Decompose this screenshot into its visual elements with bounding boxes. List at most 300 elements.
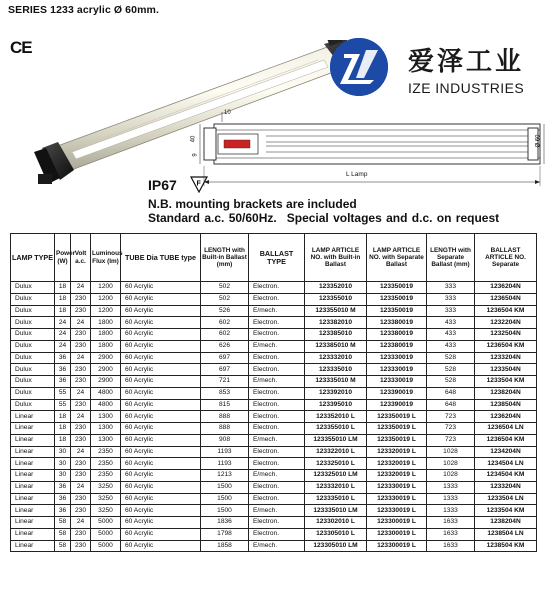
cell-lamp-type: Dulux xyxy=(11,376,55,388)
cell-article-built-in: 123335010 L xyxy=(305,493,367,505)
cell-length-built-in: 1500 xyxy=(201,505,249,517)
cell-volt: 230 xyxy=(71,340,91,352)
table-row xyxy=(11,517,537,529)
cell-volt: 230 xyxy=(71,434,91,446)
table-body xyxy=(11,282,537,552)
cell-article-built-in: 123392010 xyxy=(305,387,367,399)
table-row xyxy=(11,376,537,388)
cell-article-separate: 123330019 L xyxy=(367,481,427,493)
cell-length-built-in: 697 xyxy=(201,364,249,376)
cell-article-built-in: 123305010 L xyxy=(305,528,367,540)
cell-length-built-in: 626 xyxy=(201,340,249,352)
cell-article-built-in: 123305010 LM xyxy=(305,540,367,552)
cell-power: 30 xyxy=(55,446,71,458)
cell-tube-type: 60 Acrylic xyxy=(121,434,201,446)
cell-ballast-type: Electron. xyxy=(249,493,305,505)
cell-luminous-flux: 1800 xyxy=(91,317,121,329)
cell-volt: 230 xyxy=(71,293,91,305)
cell-ballast-article: 1236504N xyxy=(475,293,537,305)
cell-length-built-in: 697 xyxy=(201,352,249,364)
cell-power: 36 xyxy=(55,505,71,517)
column-header-article-separate: LAMP ARTICLE NO. with Separate Ballast xyxy=(367,234,427,282)
cell-article-built-in: 123325010 LM xyxy=(305,470,367,482)
cell-lamp-type: Linear xyxy=(11,528,55,540)
cell-article-separate: 123350019 L xyxy=(367,423,427,435)
column-header-tube-type: TUBE Dia TUBE type xyxy=(121,234,201,282)
cell-luminous-flux: 5000 xyxy=(91,540,121,552)
cell-tube-type: 60 Acrylic xyxy=(121,505,201,517)
cell-article-built-in: 123385010 M xyxy=(305,340,367,352)
cell-tube-type: 60 Acrylic xyxy=(121,399,201,411)
cell-tube-type: 60 Acrylic xyxy=(121,376,201,388)
cell-volt: 24 xyxy=(71,411,91,423)
table-row xyxy=(11,340,537,352)
cell-luminous-flux: 3250 xyxy=(91,493,121,505)
cell-luminous-flux: 5000 xyxy=(91,528,121,540)
cell-lamp-type: Linear xyxy=(11,505,55,517)
cell-length-separate: 1333 xyxy=(427,493,475,505)
table-row xyxy=(11,305,537,317)
f-mark-icon xyxy=(190,175,208,193)
cell-luminous-flux: 4800 xyxy=(91,387,121,399)
cell-length-separate: 1633 xyxy=(427,540,475,552)
cell-article-separate: 123380019 xyxy=(367,329,427,341)
cell-power: 18 xyxy=(55,293,71,305)
cell-tube-type: 60 Acrylic xyxy=(121,352,201,364)
cell-ballast-type: Electron. xyxy=(249,317,305,329)
cell-lamp-type: Linear xyxy=(11,446,55,458)
cell-article-built-in: 123302010 L xyxy=(305,517,367,529)
cell-length-built-in: 888 xyxy=(201,423,249,435)
cell-length-built-in: 1213 xyxy=(201,470,249,482)
cell-article-separate: 123350019 xyxy=(367,293,427,305)
cell-tube-type: 60 Acrylic xyxy=(121,329,201,341)
cell-length-built-in: 908 xyxy=(201,434,249,446)
table-row xyxy=(11,470,537,482)
cell-luminous-flux: 1800 xyxy=(91,329,121,341)
cell-power: 36 xyxy=(55,376,71,388)
cell-luminous-flux: 1300 xyxy=(91,423,121,435)
cell-luminous-flux: 2350 xyxy=(91,470,121,482)
cell-ballast-article: 1233204N xyxy=(475,352,537,364)
cell-power: 36 xyxy=(55,481,71,493)
cell-ballast-type: E/mech. xyxy=(249,305,305,317)
cell-article-built-in: 123352010 xyxy=(305,282,367,294)
cell-ballast-type: Electron. xyxy=(249,352,305,364)
cell-power: 58 xyxy=(55,540,71,552)
cell-luminous-flux: 2350 xyxy=(91,458,121,470)
cell-article-separate: 123330019 L xyxy=(367,493,427,505)
cell-power: 30 xyxy=(55,470,71,482)
cell-length-separate: 723 xyxy=(427,434,475,446)
cell-volt: 24 xyxy=(71,517,91,529)
table-row xyxy=(11,282,537,294)
cell-article-separate: 123350019 L xyxy=(367,434,427,446)
cell-length-separate: 723 xyxy=(427,423,475,435)
table-row xyxy=(11,458,537,470)
cell-tube-type: 60 Acrylic xyxy=(121,282,201,294)
cell-article-separate: 123380019 xyxy=(367,340,427,352)
cell-ballast-type: Electron. xyxy=(249,528,305,540)
cell-luminous-flux: 1200 xyxy=(91,282,121,294)
cell-ballast-article: 1232504N xyxy=(475,329,537,341)
cell-ballast-article: 1238504N xyxy=(475,399,537,411)
cell-ballast-type: E/mech. xyxy=(249,340,305,352)
cell-article-separate: 123330019 xyxy=(367,376,427,388)
cell-tube-type: 60 Acrylic xyxy=(121,517,201,529)
column-header-ballast-article: BALLAST ARTICLE NO. Separate xyxy=(475,234,537,282)
cell-tube-type: 60 Acrylic xyxy=(121,305,201,317)
table-row xyxy=(11,481,537,493)
cell-lamp-type: Dulux xyxy=(11,293,55,305)
cell-power: 24 xyxy=(55,317,71,329)
series-title: SERIES 1233 acrylic Ø 60mm. xyxy=(8,4,159,16)
cell-luminous-flux: 2900 xyxy=(91,364,121,376)
cell-ballast-type: Electron. xyxy=(249,282,305,294)
cell-luminous-flux: 5000 xyxy=(91,517,121,529)
column-header-lamp-type: LAMP TYPE xyxy=(11,234,55,282)
cell-ballast-type: E/mech. xyxy=(249,505,305,517)
cell-tube-type: 60 Acrylic xyxy=(121,317,201,329)
cell-volt: 230 xyxy=(71,329,91,341)
cell-length-separate: 333 xyxy=(427,282,475,294)
cell-power: 55 xyxy=(55,399,71,411)
cell-ballast-article: 1236504 KM xyxy=(475,340,537,352)
cell-volt: 230 xyxy=(71,528,91,540)
cell-ballast-article: 1233504N xyxy=(475,364,537,376)
cell-lamp-type: Dulux xyxy=(11,399,55,411)
cell-length-built-in: 1858 xyxy=(201,540,249,552)
standard-ac-note: Standard a.c. 50/60Hz. xyxy=(148,211,277,225)
cell-luminous-flux: 1300 xyxy=(91,411,121,423)
cell-length-built-in: 1798 xyxy=(201,528,249,540)
column-header-volt: Volt a.c. xyxy=(71,234,91,282)
table-row xyxy=(11,364,537,376)
cell-ballast-article: 1233504 KM xyxy=(475,505,537,517)
cell-length-separate: 648 xyxy=(427,387,475,399)
cell-power: 58 xyxy=(55,517,71,529)
cell-tube-type: 60 Acrylic xyxy=(121,293,201,305)
special-voltage-note: Special voltages and d.c. on request xyxy=(286,211,500,225)
cell-ballast-type: Electron. xyxy=(249,423,305,435)
cell-power: 18 xyxy=(55,434,71,446)
column-header-luminous-flux: Luminous Flux (lm) xyxy=(91,234,121,282)
dim-top-label: 10 xyxy=(224,110,231,116)
cell-luminous-flux: 4800 xyxy=(91,399,121,411)
cell-ballast-article: 1238504 KM xyxy=(475,540,537,552)
cell-luminous-flux: 1200 xyxy=(91,305,121,317)
cell-volt: 24 xyxy=(71,352,91,364)
cell-volt: 230 xyxy=(71,470,91,482)
cell-ballast-article: 1233504 KM xyxy=(475,376,537,388)
cell-lamp-type: Dulux xyxy=(11,340,55,352)
cell-article-separate: 123390019 xyxy=(367,399,427,411)
column-header-article-built-in: LAMP ARTICLE NO. with Built-in Ballast xyxy=(305,234,367,282)
cell-luminous-flux: 2900 xyxy=(91,352,121,364)
table-row xyxy=(11,399,537,411)
column-header-ballast-type: BALLAST TYPE xyxy=(249,234,305,282)
cell-volt: 230 xyxy=(71,458,91,470)
cell-article-built-in: 123385010 xyxy=(305,329,367,341)
cell-length-built-in: 502 xyxy=(201,282,249,294)
cell-ballast-type: E/mech. xyxy=(249,470,305,482)
cell-length-built-in: 815 xyxy=(201,399,249,411)
cell-ballast-article: 1236504 LN xyxy=(475,423,537,435)
cell-length-built-in: 602 xyxy=(201,317,249,329)
cell-length-built-in: 1836 xyxy=(201,517,249,529)
mounting-note: N.B. mounting brackets are included xyxy=(148,197,357,211)
cell-tube-type: 60 Acrylic xyxy=(121,493,201,505)
cell-length-separate: 723 xyxy=(427,411,475,423)
cell-tube-type: 60 Acrylic xyxy=(121,446,201,458)
cell-length-separate: 1333 xyxy=(427,481,475,493)
dim-left-a-label: 40 xyxy=(190,135,197,143)
cell-power: 30 xyxy=(55,458,71,470)
cell-article-separate: 123350019 xyxy=(367,305,427,317)
table-row xyxy=(11,493,537,505)
cell-length-built-in: 853 xyxy=(201,387,249,399)
cell-tube-type: 60 Acrylic xyxy=(121,481,201,493)
cell-ballast-article: 1232204N xyxy=(475,317,537,329)
cell-article-separate: 123380019 xyxy=(367,317,427,329)
table-row xyxy=(11,434,537,446)
cell-volt: 230 xyxy=(71,505,91,517)
cell-ballast-type: Electron. xyxy=(249,293,305,305)
cell-article-built-in: 123355010 xyxy=(305,293,367,305)
table-row xyxy=(11,293,537,305)
cell-article-separate: 123330019 xyxy=(367,364,427,376)
cell-tube-type: 60 Acrylic xyxy=(121,387,201,399)
cell-ballast-type: Electron. xyxy=(249,446,305,458)
table-row xyxy=(11,505,537,517)
cell-article-separate: 123350019 L xyxy=(367,411,427,423)
cell-lamp-type: Linear xyxy=(11,470,55,482)
cell-article-built-in: 123322010 L xyxy=(305,446,367,458)
cell-tube-type: 60 Acrylic xyxy=(121,528,201,540)
cell-ballast-type: Electron. xyxy=(249,387,305,399)
cell-article-built-in: 123332010 xyxy=(305,352,367,364)
table-row xyxy=(11,446,537,458)
cell-lamp-type: Linear xyxy=(11,411,55,423)
cell-article-built-in: 123332010 L xyxy=(305,481,367,493)
cell-ballast-type: Electron. xyxy=(249,364,305,376)
cell-article-separate: 123300019 L xyxy=(367,517,427,529)
cell-tube-type: 60 Acrylic xyxy=(121,458,201,470)
cell-article-separate: 123390019 xyxy=(367,387,427,399)
cell-ballast-article: 1234204N xyxy=(475,446,537,458)
logo-english-name: IZE INDUSTRIES xyxy=(408,80,525,96)
cell-tube-type: 60 Acrylic xyxy=(121,470,201,482)
cell-ballast-article: 1238204N xyxy=(475,517,537,529)
cell-volt: 230 xyxy=(71,364,91,376)
cell-tube-type: 60 Acrylic xyxy=(121,540,201,552)
cell-luminous-flux: 1300 xyxy=(91,434,121,446)
cell-length-separate: 1028 xyxy=(427,458,475,470)
cell-tube-type: 60 Acrylic xyxy=(121,364,201,376)
technical-drawing xyxy=(190,108,548,192)
cell-power: 18 xyxy=(55,423,71,435)
company-logo xyxy=(330,38,550,102)
cell-luminous-flux: 1800 xyxy=(91,340,121,352)
cell-article-separate: 123330019 L xyxy=(367,505,427,517)
cell-article-built-in: 123335010 LM xyxy=(305,505,367,517)
cell-length-built-in: 1193 xyxy=(201,458,249,470)
cell-power: 18 xyxy=(55,305,71,317)
cell-lamp-type: Linear xyxy=(11,540,55,552)
cell-article-built-in: 123355010 L xyxy=(305,423,367,435)
cell-length-built-in: 526 xyxy=(201,305,249,317)
logo-emblem-icon xyxy=(330,38,388,96)
cell-power: 58 xyxy=(55,528,71,540)
cell-ballast-type: E/mech. xyxy=(249,376,305,388)
cell-lamp-type: Dulux xyxy=(11,282,55,294)
cell-volt: 230 xyxy=(71,305,91,317)
cell-length-separate: 333 xyxy=(427,293,475,305)
svg-text:F: F xyxy=(196,180,201,188)
cell-power: 24 xyxy=(55,340,71,352)
table-row xyxy=(11,387,537,399)
table-row xyxy=(11,352,537,364)
cell-length-built-in: 502 xyxy=(201,293,249,305)
cell-article-built-in: 123335010 xyxy=(305,364,367,376)
cell-ballast-type: Electron. xyxy=(249,458,305,470)
dim-right-label: Ø 60 xyxy=(535,134,542,148)
cell-article-built-in: 123352010 L xyxy=(305,411,367,423)
cell-length-separate: 433 xyxy=(427,340,475,352)
cell-volt: 230 xyxy=(71,423,91,435)
length-label: L Lamp xyxy=(346,171,368,178)
cell-length-separate: 1633 xyxy=(427,517,475,529)
cell-ballast-article: 1233504 LN xyxy=(475,493,537,505)
cell-length-built-in: 888 xyxy=(201,411,249,423)
cell-article-separate: 123320019 L xyxy=(367,470,427,482)
cell-lamp-type: Dulux xyxy=(11,317,55,329)
cell-length-separate: 1633 xyxy=(427,528,475,540)
cell-ballast-type: E/mech. xyxy=(249,434,305,446)
cell-length-built-in: 1500 xyxy=(201,481,249,493)
cell-power: 36 xyxy=(55,364,71,376)
cell-lamp-type: Linear xyxy=(11,434,55,446)
table-row xyxy=(11,540,537,552)
cell-ballast-article: 1233204N xyxy=(475,481,537,493)
cell-article-separate: 123320019 L xyxy=(367,458,427,470)
cell-power: 36 xyxy=(55,493,71,505)
cell-lamp-type: Linear xyxy=(11,481,55,493)
cell-ballast-type: Electron. xyxy=(249,481,305,493)
cell-article-built-in: 123355010 M xyxy=(305,305,367,317)
cell-lamp-type: Dulux xyxy=(11,329,55,341)
cell-ballast-type: Electron. xyxy=(249,517,305,529)
cell-lamp-type: Linear xyxy=(11,493,55,505)
cell-volt: 24 xyxy=(71,387,91,399)
cell-lamp-type: Dulux xyxy=(11,364,55,376)
cell-volt: 230 xyxy=(71,399,91,411)
cell-luminous-flux: 3250 xyxy=(91,505,121,517)
ip-rating: IP67 xyxy=(148,177,177,193)
cell-ballast-article: 1236504 KM xyxy=(475,305,537,317)
cell-article-separate: 123320019 L xyxy=(367,446,427,458)
cell-article-separate: 123300019 L xyxy=(367,540,427,552)
cell-ballast-article: 1236204N xyxy=(475,411,537,423)
table-row xyxy=(11,528,537,540)
cell-length-separate: 528 xyxy=(427,352,475,364)
column-header-power: Power (W) xyxy=(55,234,71,282)
cell-ballast-article: 1234504 LN xyxy=(475,458,537,470)
cell-length-separate: 1028 xyxy=(427,446,475,458)
cell-lamp-type: Dulux xyxy=(11,387,55,399)
cell-ballast-article: 1236204N xyxy=(475,282,537,294)
cell-power: 36 xyxy=(55,352,71,364)
cell-lamp-type: Dulux xyxy=(11,305,55,317)
cell-length-separate: 433 xyxy=(427,329,475,341)
cell-volt: 24 xyxy=(71,481,91,493)
cell-power: 18 xyxy=(55,411,71,423)
cell-lamp-type: Dulux xyxy=(11,352,55,364)
column-header-length-built-in: LENGTH with Built-in Ballast (mm) xyxy=(201,234,249,282)
cell-ballast-type: Electron. xyxy=(249,329,305,341)
dim-left-b-label: 9 xyxy=(192,153,199,157)
spec-table xyxy=(10,233,537,552)
cell-lamp-type: Linear xyxy=(11,458,55,470)
cell-volt: 230 xyxy=(71,540,91,552)
cell-length-separate: 528 xyxy=(427,364,475,376)
cell-volt: 24 xyxy=(71,446,91,458)
cell-ballast-type: E/mech. xyxy=(249,540,305,552)
table-header-row xyxy=(11,234,537,282)
cell-length-separate: 648 xyxy=(427,399,475,411)
cell-article-separate: 123300019 L xyxy=(367,528,427,540)
cell-volt: 230 xyxy=(71,376,91,388)
cell-luminous-flux: 1200 xyxy=(91,293,121,305)
cell-article-built-in: 123355010 LM xyxy=(305,434,367,446)
cell-lamp-type: Linear xyxy=(11,423,55,435)
cell-article-built-in: 123325010 L xyxy=(305,458,367,470)
logo-chinese-name: 爱泽工业 xyxy=(408,47,525,77)
cell-luminous-flux: 3250 xyxy=(91,481,121,493)
column-header-length-separate: LENGTH with Separate Ballast (mm) xyxy=(427,234,475,282)
cell-tube-type: 60 Acrylic xyxy=(121,411,201,423)
cell-luminous-flux: 2900 xyxy=(91,376,121,388)
table-row xyxy=(11,317,537,329)
cell-length-built-in: 602 xyxy=(201,329,249,341)
cell-length-separate: 528 xyxy=(427,376,475,388)
cell-length-built-in: 1500 xyxy=(201,493,249,505)
cell-volt: 230 xyxy=(71,493,91,505)
cell-ballast-article: 1236504 KM xyxy=(475,434,537,446)
cell-article-separate: 123330019 xyxy=(367,352,427,364)
cell-length-built-in: 721 xyxy=(201,376,249,388)
cell-length-separate: 433 xyxy=(427,317,475,329)
cell-power: 18 xyxy=(55,282,71,294)
cell-power: 24 xyxy=(55,329,71,341)
cell-power: 55 xyxy=(55,387,71,399)
cell-length-built-in: 1193 xyxy=(201,446,249,458)
cell-ballast-article: 1238504 LN xyxy=(475,528,537,540)
cell-length-separate: 1028 xyxy=(427,470,475,482)
cell-article-built-in: 123395010 xyxy=(305,399,367,411)
ce-mark: CE xyxy=(10,38,32,57)
cell-ballast-type: Electron. xyxy=(249,399,305,411)
cell-luminous-flux: 2350 xyxy=(91,446,121,458)
cell-ballast-article: 1238204N xyxy=(475,387,537,399)
table-row xyxy=(11,411,537,423)
cell-article-built-in: 123382010 xyxy=(305,317,367,329)
cell-article-built-in: 123335010 M xyxy=(305,376,367,388)
cell-lamp-type: Linear xyxy=(11,517,55,529)
voltage-note xyxy=(148,211,499,225)
cell-tube-type: 60 Acrylic xyxy=(121,340,201,352)
cell-volt: 24 xyxy=(71,282,91,294)
